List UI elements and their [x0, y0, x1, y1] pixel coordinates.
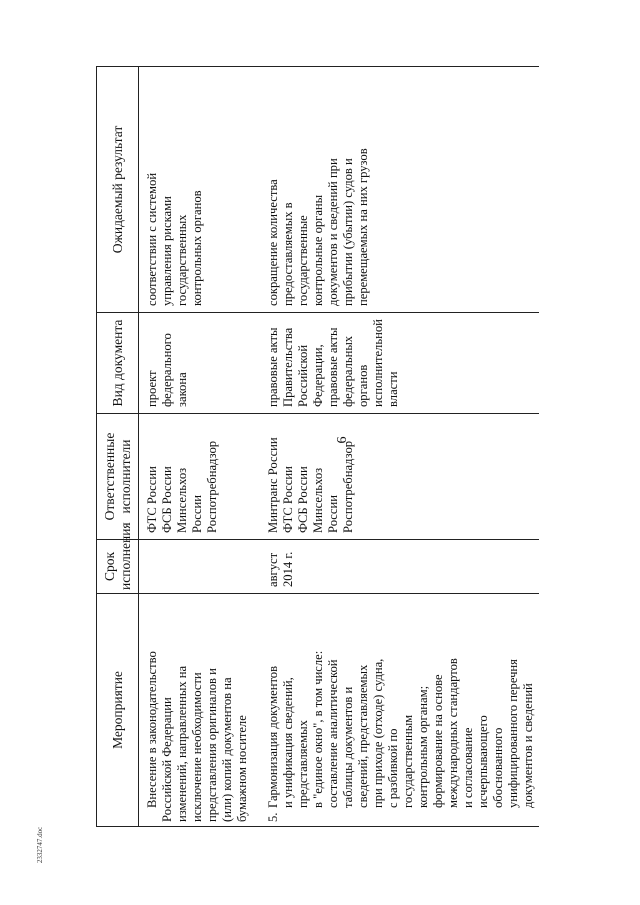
table-header-row	[97, 67, 139, 827]
table-row	[139, 67, 261, 827]
cell-result: соответствии с системой управления рисками государственных контрольных органов	[139, 67, 261, 313]
cell-measure	[139, 594, 261, 827]
page-number: 6	[335, 436, 350, 444]
header-result: Ожидаемый результат	[97, 67, 139, 313]
footer-document-code: 2332747.doc	[36, 826, 44, 864]
header-measure: Мероприятие	[97, 594, 139, 827]
header-doc-type: Вид документа	[97, 313, 139, 414]
cell-deadline	[139, 540, 261, 594]
cell-deadline: август 2014 г.	[260, 540, 539, 594]
cell-executors: Минтранс России ФТС России ФСБ России Минсельхоз России Роспотребнадзор	[260, 414, 539, 540]
rotated-table-area	[96, 67, 535, 827]
table-row	[260, 67, 539, 827]
table-sheet	[96, 67, 535, 827]
cell-doc-type: проект федерального закона	[139, 313, 261, 414]
header-executors: Ответственные исполнители	[97, 414, 139, 540]
measure-text: Внесение в законодательство Российской Федерации изменений, направленных на исключение необходимости представления оригиналов и (или) копий документов на бумажном носителе	[145, 651, 249, 822]
cell-executors: ФТС России ФСБ России Минсельхоз России Роспотребнадзор	[139, 414, 261, 540]
header-deadline: Срок исполнения	[97, 540, 139, 594]
cell-doc-type: правовые акты Правительства Российской Федерации, правовые акты федеральных органов исполнительной власти	[260, 313, 539, 414]
measure-text: Гармонизация документов и унификация сведений, представляемых в "единое окно", в том числе: составление аналитической таблицы документов и сведений, представляемых при приходе (отходе) судна, с разбивкой по государственным контрольным органам; формирование на основе международных стандартов и согласование исчерпывающего обоснованного унифицированного перечня документов и сведений	[266, 650, 535, 808]
measures-table	[96, 66, 539, 827]
cell-measure	[260, 594, 539, 827]
row-number: 5.	[266, 812, 280, 822]
cell-result: сокращение количества предоставляемых в государственные контрольные органы документов и сведений при прибытии (убытии) судов и перемещаемых на них грузов	[260, 67, 539, 313]
